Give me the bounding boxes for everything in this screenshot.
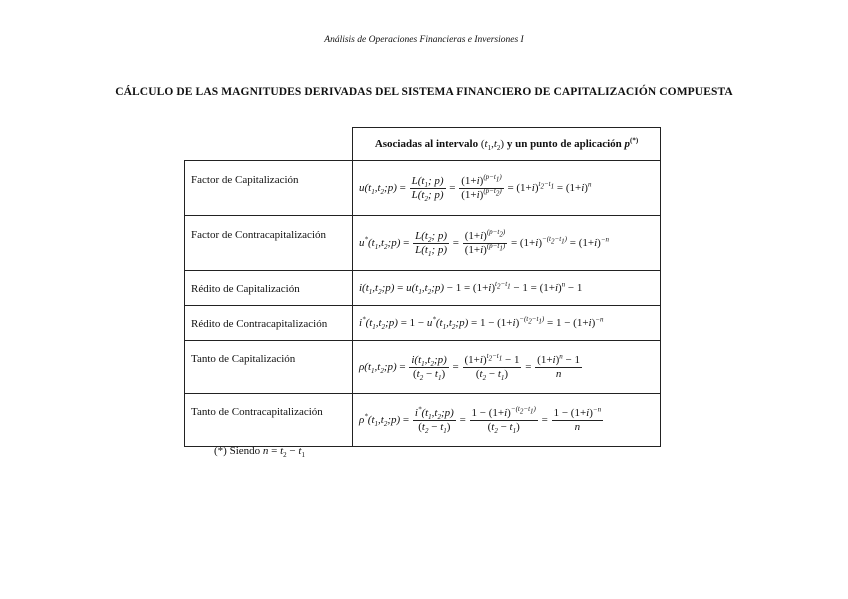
row-label: Tanto de Contracapitalización [185,394,353,447]
table-row [185,216,661,271]
row-label: Rédito de Contracapitalización [185,306,353,341]
formula-redito-capitalizacion: $i(t_1,t_2;p)$ = $u(t_1,t_2;p) - 1 = (1+i)^{t_2-t_1} - 1 = (1+i)^n - 1$ [353,271,661,306]
formula-redito-contracapitalizacion: $i^*(t_1,t_2;p) = 1$ − $u^*(t_1,t_2;p) = 1 - (1+i)^{-(t_2-t_1)} = 1 - (1+i)^{-n}$ [353,306,661,341]
table-row [185,306,661,341]
page-header: Análisis de Operaciones Financieras e Inversiones I [324,35,524,45]
table-row [185,341,661,394]
table-row [185,271,661,306]
footnote: (*) Siendo $n = t_2 - t_1$ [214,445,305,460]
formula-factor-contracapitalizacion: $u^*(t_1,t_2;p)$ = $\frac{L(t_2; p)}{L(t_1; p)}$ = $\frac{(1+i)^{(p-t_2)}}{(1+i)^{(p-t_1)}}$ = $(1+i)^{-(t_2-t_1)} = (1+i)^{-n}$ [353,216,661,271]
column-header: Asociadas al intervalo $(t_1,t_2)$ y un punto de aplicación p(*) [353,128,661,161]
table-row [185,394,661,447]
row-label: Tanto de Capitalización [185,341,353,394]
table-row [185,161,661,216]
formula-tanto-contracapitalizacion: $\rho^*(t_1,t_2;p)$ = $\frac{i^*(t_1,t_2;p)}{(t_2 - t_1)}$ = $\frac{1 - (1+i)^{-(t_2-t_1)}}{(t_2 - t_1)}$ = $\frac{1 - (1+i)^{-n}}{n}$ [353,394,661,447]
row-label: Factor de Capitalización [185,161,353,216]
formulas-table [184,127,661,447]
row-label: Factor de Contracapitalización [185,216,353,271]
blank-corner [185,128,353,161]
row-label: Rédito de Capitalización [185,271,353,306]
formula-factor-capitalizacion: $u(t_1,t_2;p)$ = $\frac{L(t_1; p)}{L(t_2; p)}$ = $\frac{(1+i)^{(p-t_1)}}{(1+i)^{(p-t_2)}}$ = $(1+i)^{t_2-t_1} = (1+i)^n$ [353,161,661,216]
page-title: CÁLCULO DE LAS MAGNITUDES DERIVADAS DEL SISTEMA FINANCIERO DE CAPITALIZACIÓN COMPUESTA [115,86,733,98]
formula-tanto-capitalizacion: $\rho(t_1,t_2;p)$ = $\frac{i(t_1,t_2;p)}{(t_2 - t_1)}$ = $\frac{(1+i)^{t_2-t_1} - 1}{(t_2 - t_1)}$ = $\frac{(1+i)^n - 1}{n}$ [353,341,661,394]
